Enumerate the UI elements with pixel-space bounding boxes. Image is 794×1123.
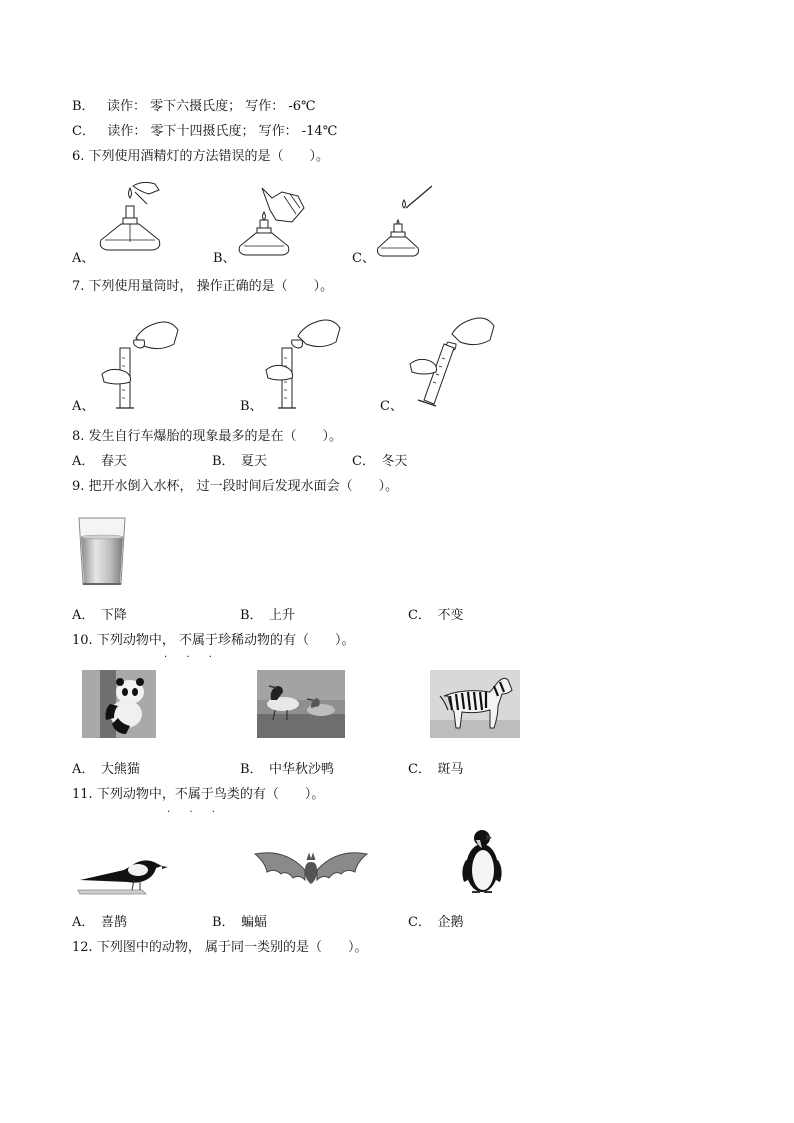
q8-option-b: B． 夏天 <box>212 454 268 469</box>
alcohol-lamp-c-illustration <box>376 184 442 262</box>
q7-option-a: A、 <box>72 399 95 414</box>
q9-option-b: B． 上升 <box>240 608 296 623</box>
q6-option-c: C、 <box>352 251 375 266</box>
measuring-cylinder-a-illustration <box>100 318 180 414</box>
q10-option-c: C． 斑马 <box>408 762 464 777</box>
question-9 <box>72 478 398 496</box>
emphasis-dots: · · · <box>164 652 220 663</box>
q9-option-c: C． 不变 <box>408 608 464 623</box>
option-label: B． <box>72 99 95 114</box>
water-glass-photo <box>78 517 126 587</box>
question-number: 11. <box>72 787 93 802</box>
option-line-b <box>72 98 316 116</box>
option-text: 读作： 零下十四摄氏度； 写作： -14℃ <box>107 124 338 139</box>
q11-option-a: A． 喜鹊 <box>72 915 127 930</box>
question-stem: 下列使用量筒时， 操作正确的是（ ）。 <box>88 279 334 294</box>
question-number: 9. <box>72 479 85 494</box>
q9-option-a: A． 下降 <box>72 608 127 623</box>
q11-option-c: C． 企鹅 <box>408 915 464 930</box>
question-stem: 下列动物中， 不属于珍稀动物的有（ ）。 <box>96 633 355 648</box>
penguin-photo <box>458 826 506 896</box>
option-line-c <box>72 123 337 141</box>
question-number: 8. <box>72 429 85 444</box>
bat-photo <box>252 848 370 896</box>
q6-option-b: B、 <box>213 251 236 266</box>
question-number: 6. <box>72 149 85 164</box>
question-stem: 下列使用酒精灯的方法错误的是（ ）。 <box>88 149 330 164</box>
option-label: C． <box>72 124 95 139</box>
question-number: 10. <box>72 633 93 648</box>
question-12 <box>72 939 367 957</box>
question-stem: 下列动物中，不属于鸟类的有（ ）。 <box>96 787 325 802</box>
question-10 <box>72 632 354 650</box>
alcohol-lamp-b-illustration <box>236 184 310 262</box>
measuring-cylinder-b-illustration <box>262 318 342 414</box>
measuring-cylinder-c-illustration <box>408 312 498 412</box>
emphasis-dots: · · · <box>167 807 223 818</box>
q7-option-b: B、 <box>240 399 263 414</box>
option-text: 读作： 零下六摄氏度； 写作： -6℃ <box>106 99 316 114</box>
giant-panda-photo <box>82 670 156 738</box>
q7-option-c: C、 <box>380 399 403 414</box>
zebra-photo <box>430 670 520 738</box>
question-number: 7. <box>72 279 85 294</box>
question-11 <box>72 786 324 804</box>
question-6 <box>72 148 329 166</box>
q8-option-a: A． 春天 <box>72 454 127 469</box>
question-stem: 发生自行车爆胎的现象最多的是在（ ）。 <box>88 429 343 444</box>
question-stem: 下列图中的动物， 属于同一类别的是（ ）。 <box>96 940 368 955</box>
magpie-photo <box>78 846 170 896</box>
merganser-ducks-photo <box>257 670 345 738</box>
alcohol-lamp-a-illustration <box>95 180 165 262</box>
question-stem: 把开水倒入水杯， 过一段时间后发现水面会（ ）。 <box>88 479 399 494</box>
q10-option-a: A． 大熊猫 <box>72 762 140 777</box>
question-7 <box>72 278 333 296</box>
q6-option-a: A、 <box>72 251 95 266</box>
q10-option-b: B． 中华秋沙鸭 <box>240 762 335 777</box>
question-number: 12. <box>72 940 93 955</box>
q8-option-c: C． 冬天 <box>352 454 408 469</box>
q11-option-b: B． 蝙蝠 <box>212 915 268 930</box>
question-8 <box>72 428 342 446</box>
